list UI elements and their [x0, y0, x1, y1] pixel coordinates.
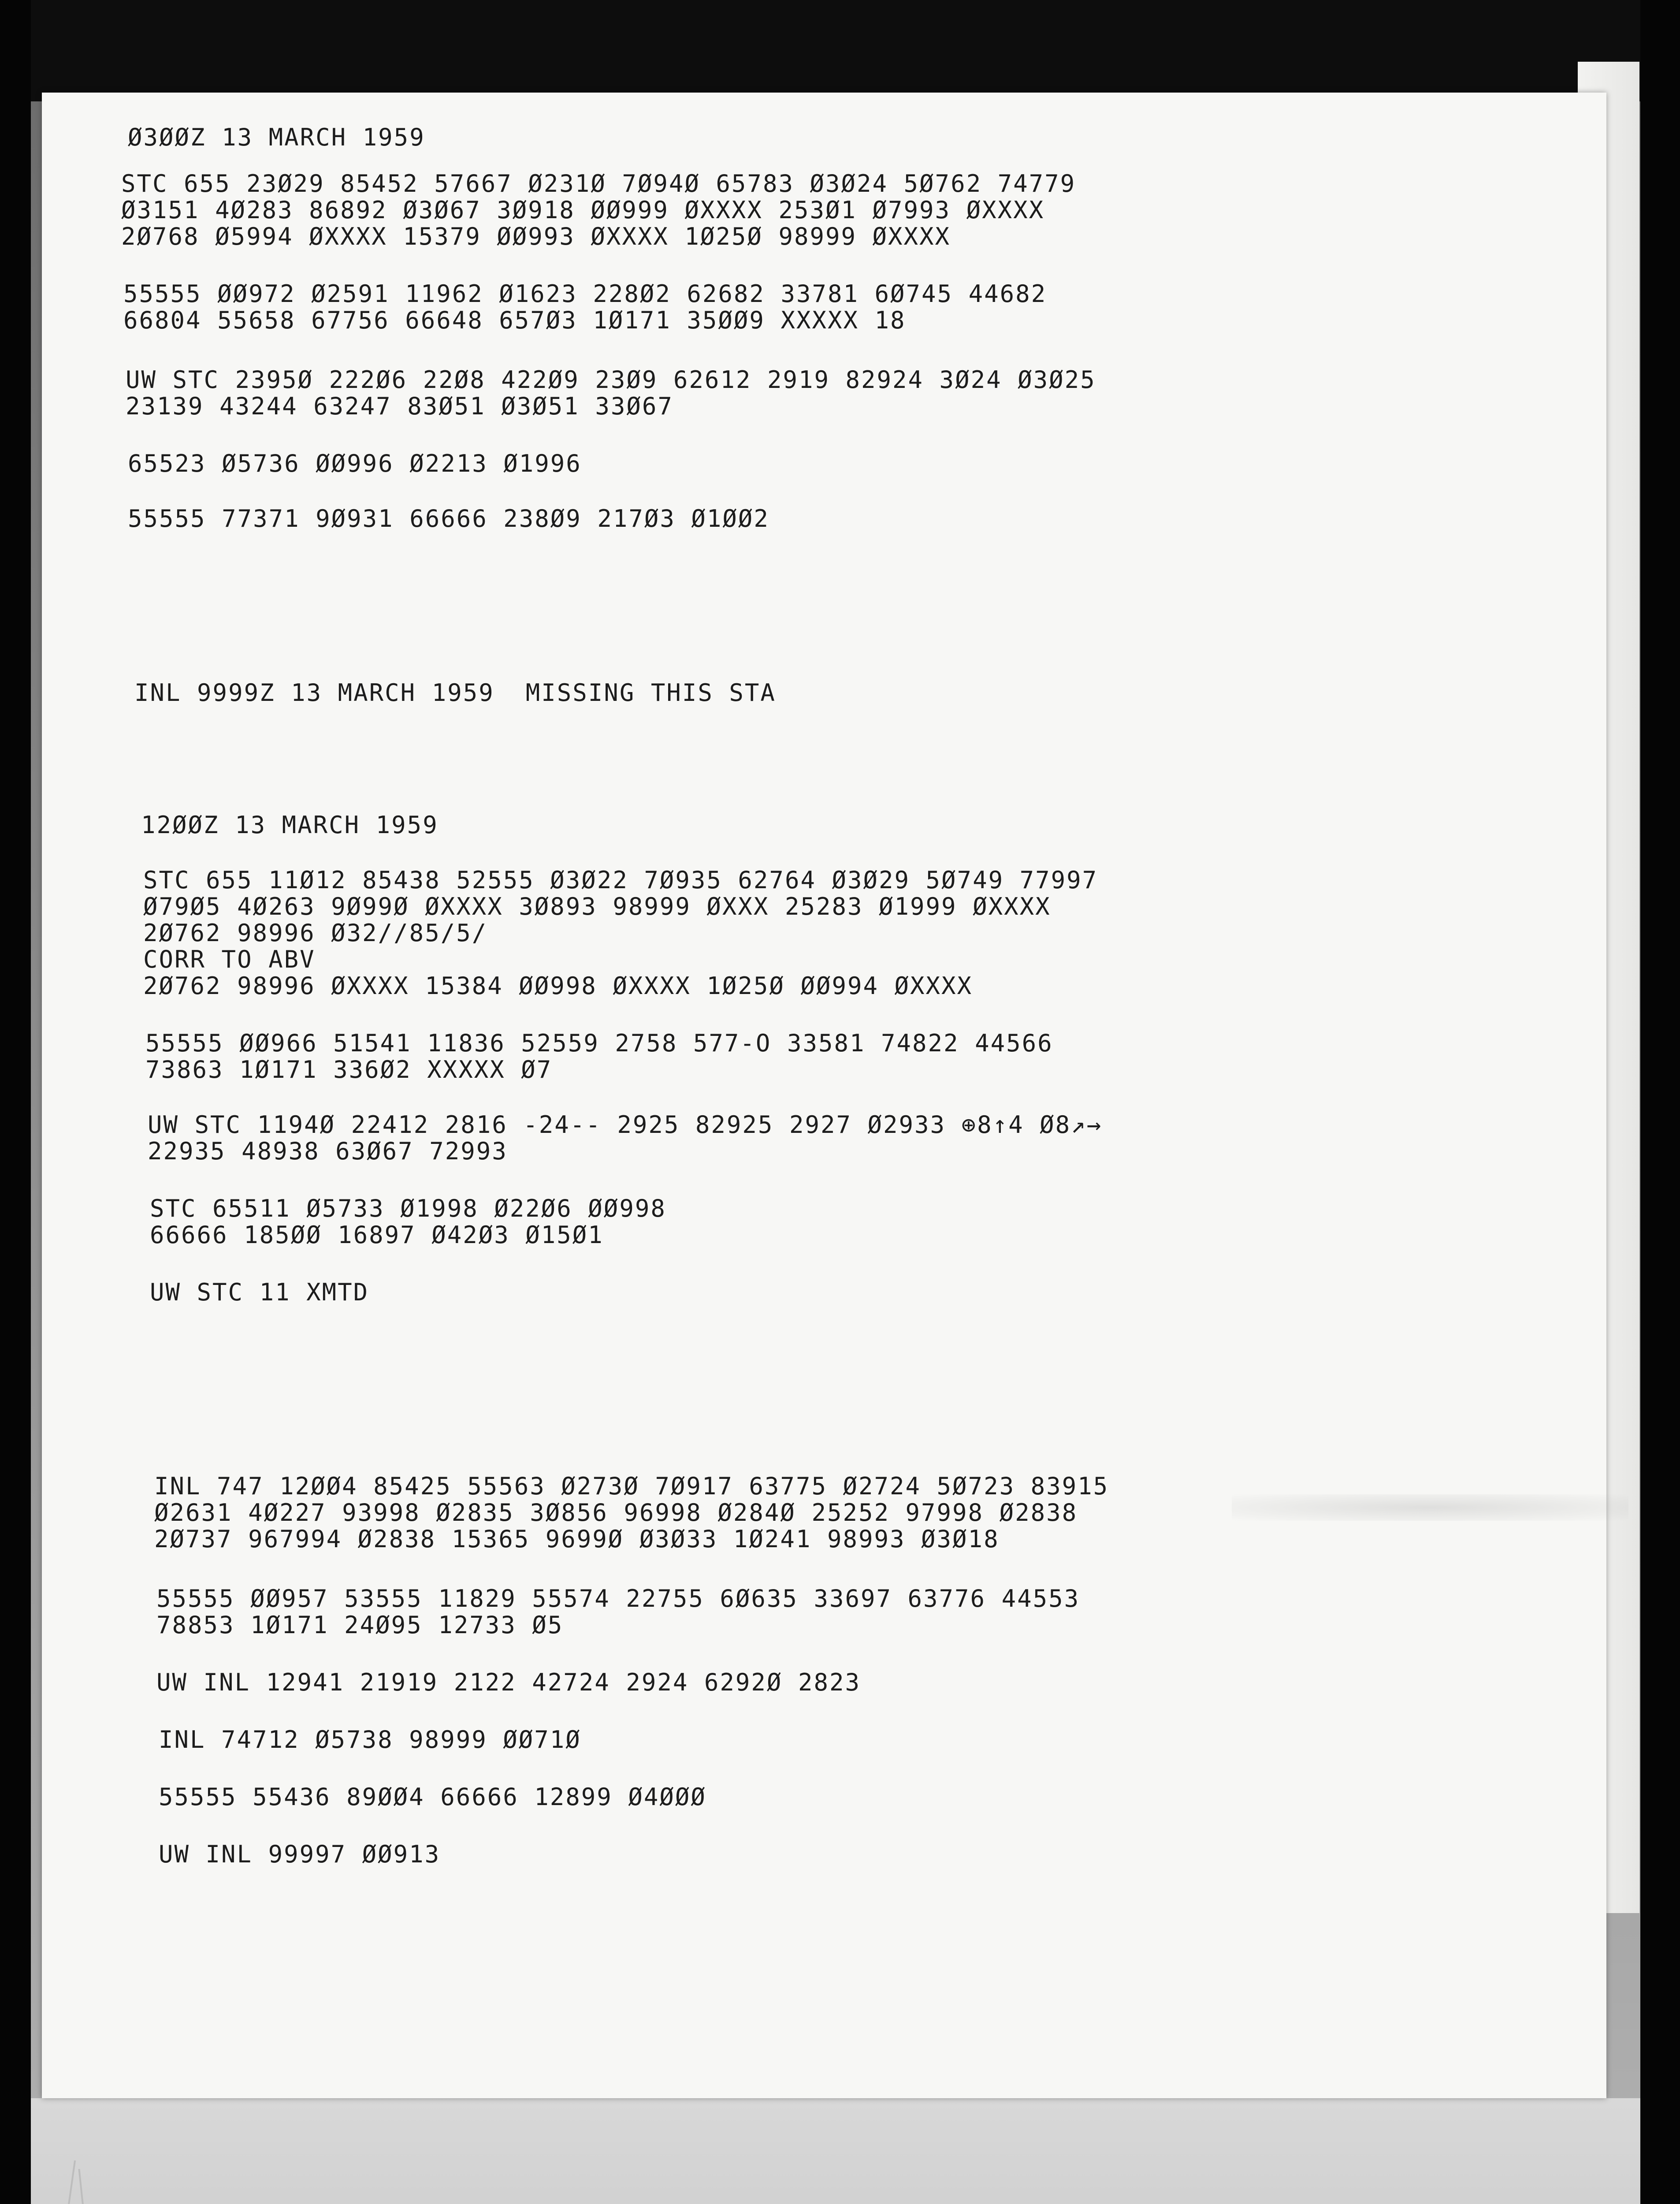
line-65523: 65523 Ø5736 ØØ996 Ø2213 Ø1996: [128, 450, 582, 477]
line-inl-missing: INL 9999Z 13 MARCH 1959 MISSING THIS STA: [134, 679, 776, 707]
line-inl-74712: INL 74712 Ø5738 98999 ØØ71Ø: [159, 1726, 581, 1754]
line-55555-a1: 55555 ØØ972 Ø2591 11962 Ø1623 228Ø2 62682 33781 6Ø745 44682: [123, 280, 1047, 308]
line-stc-b2: Ø79Ø5 4Ø263 9Ø99Ø ØXXXX 3Ø893 98999 ØXXX 25283 Ø1999 ØXXXX: [143, 893, 1051, 920]
line-stc-65511: STC 65511 Ø5733 Ø1998 Ø22Ø6 ØØ998: [150, 1195, 666, 1222]
line-55555-a2: 66804 55658 67756 66648 657Ø3 1Ø171 35ØØ9 XXXXX 18: [123, 306, 906, 334]
line-inl-3: 2Ø737 967994 Ø2838 15365 9699Ø Ø3Ø33 1Ø241 98993 Ø3Ø18: [154, 1525, 1000, 1553]
film-edge-left: [0, 0, 31, 2204]
line-uw-stc-b1: UW STC 1194Ø 22412 2816 -24-- 2925 82925 2927 Ø2933 ⊕8↑4 Ø8↗→: [148, 1111, 1103, 1139]
line-uw-stc-a1: UW STC 2395Ø 222Ø6 22Ø8 422Ø9 23Ø9 62612 2919 82924 3Ø24 Ø3Ø25: [126, 366, 1096, 394]
line-stc-2: Ø3151 4Ø283 86892 Ø3Ø67 3Ø918 ØØ999 ØXXXX 253Ø1 Ø7993 ØXXXX: [121, 196, 1045, 224]
line-corr-to-abv: CORR TO ABV: [143, 946, 316, 973]
line-55555-b: 55555 77371 9Ø931 66666 238Ø9 217Ø3 Ø1ØØ2: [128, 505, 769, 532]
line-55555-d1: 55555 ØØ957 53555 11829 55574 22755 6Ø635 33697 63776 44553: [156, 1585, 1080, 1612]
line-header-0300z: Ø3ØØZ 13 MARCH 1959: [128, 123, 425, 151]
line-inl-1: INL 747 12ØØ4 85425 55563 Ø273Ø 7Ø917 63775 Ø2724 5Ø723 83915: [154, 1472, 1109, 1500]
line-stc-3: 2Ø768 Ø5994 ØXXXX 15379 ØØ993 ØXXXX 1Ø25Ø 98999 ØXXXX: [121, 223, 951, 250]
line-stc-b3: 2Ø762 98996 Ø32//85/5/: [143, 919, 488, 947]
line-55555-c2: 73863 1Ø171 336Ø2 XXXXX Ø7: [145, 1056, 553, 1083]
line-55555-d2: 78853 1Ø171 24Ø95 12733 Ø5: [156, 1611, 564, 1639]
line-55555-c1: 55555 ØØ966 51541 11836 52559 2758 577-O 33581 74822 44566: [145, 1029, 1053, 1057]
line-stc-b1: STC 655 11Ø12 85438 52555 Ø3Ø22 7Ø935 62764 Ø3Ø29 5Ø749 77997: [143, 866, 1098, 894]
smudge-mark: [1232, 1494, 1628, 1521]
line-55555-e: 55555 55436 89ØØ4 66666 12899 Ø4ØØØ: [159, 1783, 706, 1811]
line-66666-a: 66666 185ØØ 16897 Ø42Ø3 Ø15Ø1: [150, 1221, 604, 1249]
film-lower-area: [31, 2098, 1640, 2204]
line-uw-inl-1: UW INL 12941 21919 2122 42724 2924 6292Ø 2823: [156, 1668, 861, 1696]
line-uw-inl-99997: UW INL 99997 ØØ913: [159, 1840, 441, 1868]
document-page: [42, 93, 1606, 2098]
line-uw-stc-xmtd: UW STC 11 XMTD: [150, 1278, 369, 1306]
line-header-1200z: 12ØØZ 13 MARCH 1959: [141, 811, 439, 839]
line-uw-stc-b2: 22935 48938 63Ø67 72993: [148, 1137, 508, 1165]
film-edge-top: [0, 0, 1680, 101]
line-inl-2: Ø2631 4Ø227 93998 Ø2835 3Ø856 96998 Ø284Ø 25252 97998 Ø2838: [154, 1499, 1078, 1526]
line-stc-corrected: 2Ø762 98996 ØXXXX 15384 ØØ998 ØXXXX 1Ø25Ø ØØ994 ØXXXX: [143, 972, 973, 1000]
film-edge-right: [1640, 0, 1680, 2204]
line-uw-stc-a2: 23139 43244 63247 83Ø51 Ø3Ø51 33Ø67: [126, 392, 673, 420]
line-stc-1: STC 655 23Ø29 85452 57667 Ø231Ø 7Ø94Ø 65783 Ø3Ø24 5Ø762 74779: [121, 170, 1076, 197]
